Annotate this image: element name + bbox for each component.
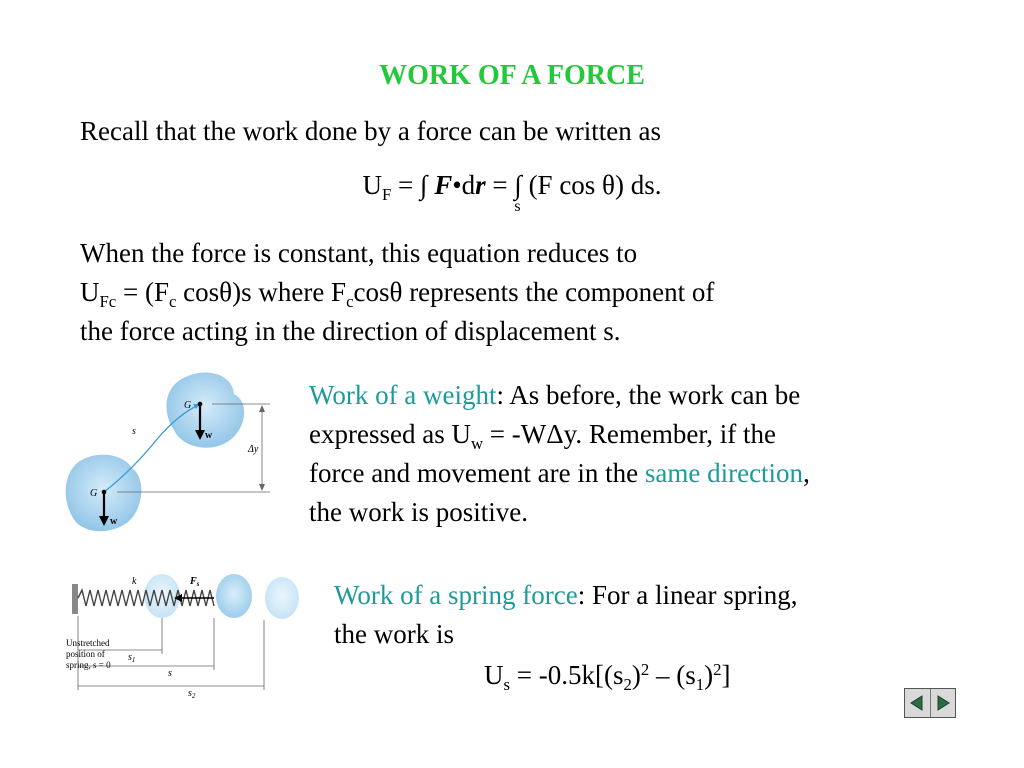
spring-figure (62, 568, 302, 698)
label-s: s (132, 426, 136, 437)
label-unstretched-3: spring, s = 0 (66, 660, 111, 670)
label-g-top: G (184, 400, 192, 411)
label-fs: $F_s$ (190, 576, 200, 588)
same-direction-highlight: same direction (644, 458, 804, 488)
label-k: k (132, 576, 137, 587)
weight-text: Work of a weight: As before, the work can be expressed as $U_w = -W\Delta y$. Remember, if the force and movement are in the same direction, the work is positive. (309, 380, 810, 527)
left-triangle-icon (907, 693, 927, 713)
label-unstretched-1: Unstretched (66, 638, 110, 648)
label-g-bottom: G (90, 488, 98, 499)
slide-navigation (904, 688, 956, 718)
right-triangle-icon (933, 693, 953, 713)
label-delta-y: Δy (248, 444, 259, 455)
label-unstretched-2: position of (66, 649, 105, 659)
work-integral-equation: $U_F$ = ∫ F•dr = ∫ s (F cos θ) ds. (362, 170, 662, 215)
page-title: WORK OF A FORCE (379, 60, 645, 91)
previous-slide-button[interactable] (905, 689, 930, 717)
constant-force-text: When the force is constant, this equation reduces to $U_{Fc} = (F_c$ cosθ)s where $F_c\cos\theta$ represents the component of the force acting in the direction of displacement s. (80, 238, 715, 346)
label-s: s (168, 668, 172, 679)
spring-text: Work of a spring force: For a linear spring, the work is (334, 580, 798, 649)
next-slide-button[interactable] (930, 689, 956, 717)
spring-work-equation: $U_s = -0.5k[(s_2)^2 - (s_1)^2]$ (484, 659, 731, 694)
label-w-bottom: w (110, 516, 118, 527)
label-s2: $s_2$ (188, 688, 196, 698)
intro-text: Recall that the work done by a force can be written as (80, 116, 662, 146)
label-w-top: w (205, 430, 213, 441)
spring-heading: Work of a spring force (334, 580, 578, 610)
weight-figure (62, 368, 278, 536)
weight-heading: Work of a weight (309, 380, 497, 410)
label-s1: $s_1$ (128, 652, 136, 664)
